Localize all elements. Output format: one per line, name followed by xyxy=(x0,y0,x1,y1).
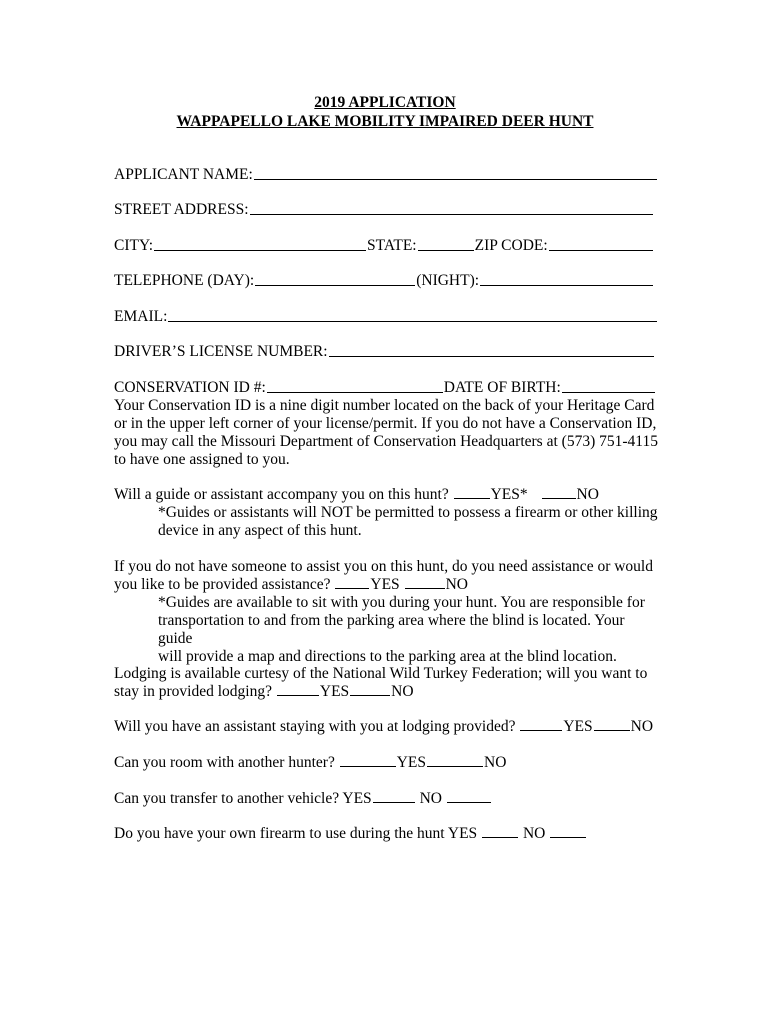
firearm-no-label: NO xyxy=(522,825,546,842)
assistance-note-line: transportation to and from the parking area where the blind is located. Your guide xyxy=(158,612,625,647)
transfer-no-label: NO xyxy=(419,790,442,807)
email-field[interactable] xyxy=(168,320,657,322)
city-field[interactable] xyxy=(154,249,366,251)
conservation-note-line: Your Conservation ID is a nine digit number located on the back of your Heritage Card xyxy=(114,397,655,414)
assistance-yes-blank[interactable] xyxy=(335,587,369,589)
title-hunt: WAPPAPELLO LAKE MOBILITY IMPAIRED DEER HUNT xyxy=(176,113,594,130)
assistant-lodging-yes-blank[interactable] xyxy=(520,729,562,731)
lodging-question xyxy=(114,665,659,701)
firearm-question xyxy=(114,825,587,843)
conservation-id-label: CONSERVATION ID #: xyxy=(114,379,266,396)
transfer-yes-blank[interactable] xyxy=(373,801,415,803)
firearm-no-blank[interactable] xyxy=(550,836,586,838)
title-block xyxy=(0,93,770,131)
conservation-note-line: you may call the Missouri Department of Conservation Headquarters at (573) 751-4115 xyxy=(114,433,658,450)
guide-no-blank[interactable] xyxy=(542,497,576,499)
assistance-question-line: If you do not have someone to assist you on this hunt, do you need assistance or would xyxy=(114,558,653,575)
conservation-note-line: or in the upper left corner of your license/permit. If you do not have a Conservation ID, xyxy=(114,415,657,432)
room-yes-blank[interactable] xyxy=(340,765,396,767)
guide-note-line: *Guides or assistants will NOT be permitted to possess a firearm or other killing xyxy=(158,504,658,521)
transfer-question xyxy=(114,790,492,808)
telephone-night-field[interactable] xyxy=(480,284,653,286)
state-field[interactable] xyxy=(418,249,474,251)
street-address-row xyxy=(114,201,654,219)
guide-note-line: device in any aspect of this hunt. xyxy=(158,522,362,539)
zip-label: ZIP CODE: xyxy=(474,237,548,254)
conservation-note-line: to have one assigned to you. xyxy=(114,451,290,468)
assistant-lodging-text: Will you have an assistant staying with you at lodging provided? xyxy=(114,718,516,735)
transfer-no-blank[interactable] xyxy=(447,801,491,803)
date-of-birth-label: DATE OF BIRTH: xyxy=(443,379,561,396)
guide-yes-label: YES* xyxy=(490,486,528,503)
assistance-no-blank[interactable] xyxy=(405,587,445,589)
lodging-question-line: Lodging is available curtesy of the National Wild Turkey Federation; will you want to xyxy=(114,665,648,682)
room-no-label: NO xyxy=(484,754,507,771)
date-of-birth-field[interactable] xyxy=(562,391,655,393)
guide-question-text: Will a guide or assistant accompany you on this hunt? xyxy=(114,486,449,503)
room-text: Can you room with another hunter? xyxy=(114,754,335,771)
room-question xyxy=(114,754,506,772)
assistance-note-line: *Guides are available to sit with you during your hunt. You are responsible for xyxy=(158,594,645,611)
street-address-label: STREET ADDRESS: xyxy=(114,201,249,218)
conservation-id-row xyxy=(114,379,656,397)
guide-yes-blank[interactable] xyxy=(454,497,490,499)
conservation-id-field[interactable] xyxy=(267,391,443,393)
lodging-yes-label: YES xyxy=(319,683,350,700)
assistant-lodging-no-label: NO xyxy=(630,718,654,735)
email-label: EMAIL: xyxy=(114,308,168,325)
firearm-yes-blank[interactable] xyxy=(482,836,518,838)
lodging-no-label: NO xyxy=(391,683,414,700)
drivers-license-label: DRIVER’S LICENSE NUMBER: xyxy=(114,343,328,360)
state-label: STATE: xyxy=(367,237,417,254)
city-state-zip-row xyxy=(114,237,654,255)
firearm-text: Do you have your own firearm to use during the hunt YES xyxy=(114,825,478,842)
assistant-lodging-question xyxy=(114,718,653,736)
applicant-name-label: APPLICANT NAME: xyxy=(114,166,253,183)
telephone-row xyxy=(114,272,654,290)
drivers-license-row xyxy=(114,343,655,361)
transfer-text: Can you transfer to another vehicle? YES xyxy=(114,790,372,807)
applicant-name-row xyxy=(114,166,658,184)
telephone-day-field[interactable] xyxy=(255,284,415,286)
conservation-note xyxy=(114,397,659,469)
room-no-blank[interactable] xyxy=(427,765,483,767)
assistance-yes-label: YES xyxy=(370,576,400,593)
guide-no-label: NO xyxy=(576,486,599,503)
lodging-question-line: stay in provided lodging? xyxy=(114,683,272,700)
assistance-no-label: NO xyxy=(445,576,468,593)
assistant-lodging-yes-label: YES xyxy=(563,718,593,735)
zip-field[interactable] xyxy=(549,249,653,251)
assistance-note-line: will provide a map and directions to the parking area at the blind location. xyxy=(158,648,617,665)
assistance-question xyxy=(114,558,659,666)
lodging-yes-blank[interactable] xyxy=(277,694,319,696)
telephone-day-label: TELEPHONE (DAY): xyxy=(114,272,255,289)
street-address-field[interactable] xyxy=(250,213,653,215)
telephone-night-label: (NIGHT): xyxy=(416,272,480,289)
drivers-license-field[interactable] xyxy=(329,355,654,357)
lodging-no-blank[interactable] xyxy=(350,694,390,696)
assistance-question-line: you like to be provided assistance? xyxy=(114,576,331,593)
assistant-lodging-no-blank[interactable] xyxy=(594,729,630,731)
city-label: CITY: xyxy=(114,237,154,254)
email-row xyxy=(114,308,658,326)
room-yes-label: YES xyxy=(396,754,426,771)
applicant-name-field[interactable] xyxy=(254,178,657,180)
guide-question xyxy=(114,486,659,540)
title-year: 2019 APPLICATION xyxy=(314,94,456,111)
